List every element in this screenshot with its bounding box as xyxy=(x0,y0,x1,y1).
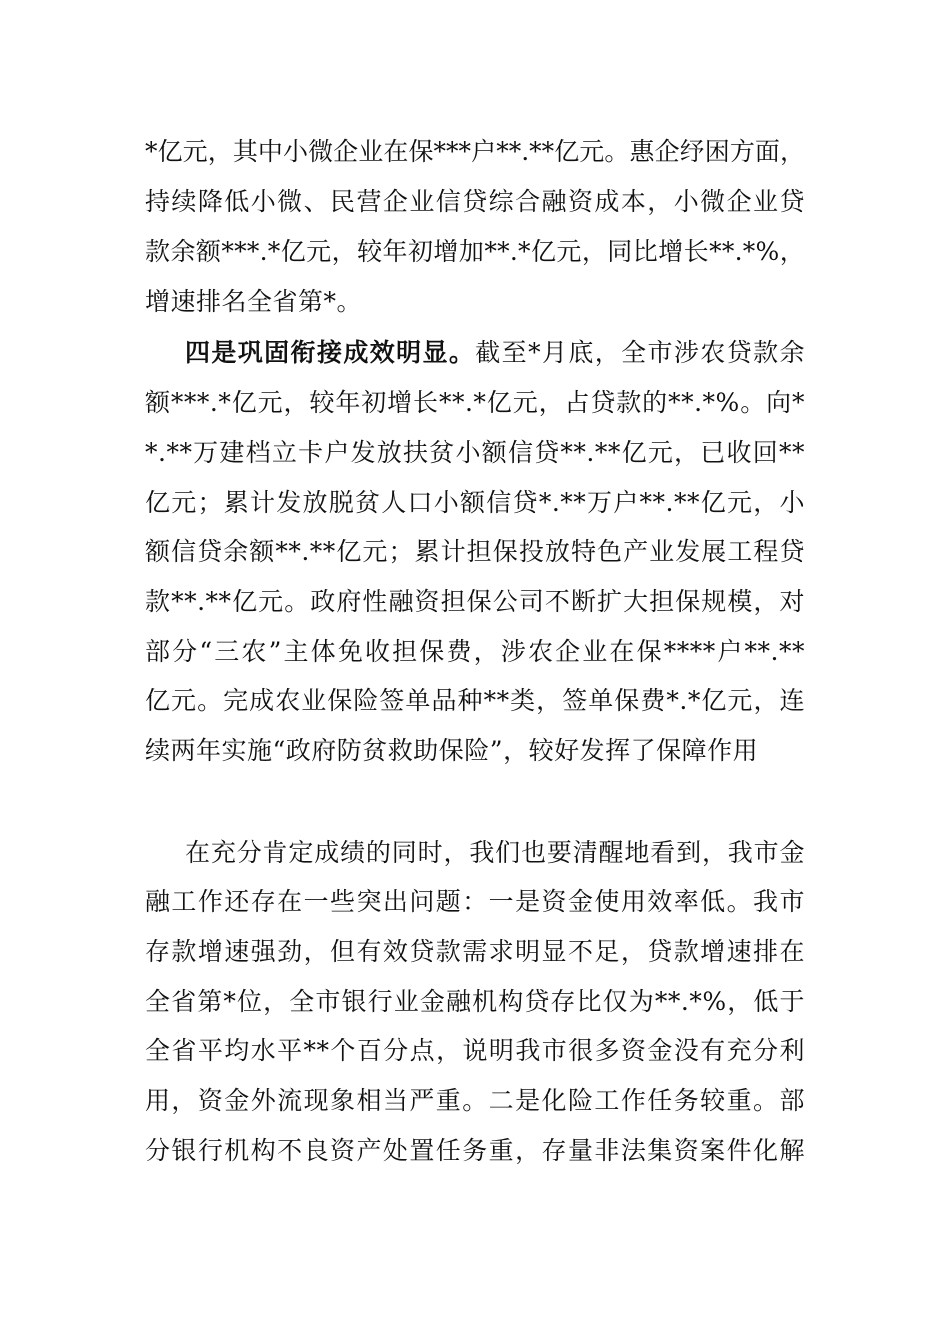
p3-line-6: 用，资金外流现象相当严重。二是化险工作任务较重。部 xyxy=(145,1086,805,1115)
p2-line-7: 部分“三农”主体免收担保费，涉农企业在保****户**.** xyxy=(145,637,805,666)
p2-line-6: 款**.**亿元。政府性融资担保公司不断扩大担保规模，对 xyxy=(145,587,805,616)
p3-line-5: 全省平均水平**个百分点，说明我市很多资金没有充分利 xyxy=(145,1036,805,1065)
p2-line-3: *.**万建档立卡户发放扶贫小额信贷**.**亿元，已收回** xyxy=(145,438,805,467)
p2-line-8: 亿元。完成农业保险签单品种**类，签单保费*.*亿元，连 xyxy=(145,686,805,715)
p2-first-line-rest: 截至*月底，全市涉农贷款余 xyxy=(475,338,805,367)
p2-line-1 xyxy=(185,333,805,373)
p3-line-1: 在充分肯定成绩的同时，我们也要清醒地看到，我市金 xyxy=(185,838,805,867)
p3-line-2: 融工作还存在一些突出问题：一是资金使用效率低。我市 xyxy=(145,887,805,916)
p3-line-4: 全省第*位，全市银行业金融机构贷存比仅为**.*%，低于 xyxy=(145,987,805,1016)
p1-line-3: 款余额***.*亿元，较年初增加**.*亿元，同比增长**.*%， xyxy=(145,237,805,266)
p2-line-4: 亿元；累计发放脱贫人口小额信贷*.**万户**.**亿元，小 xyxy=(145,488,805,517)
p3-line-3: 存款增速强劲，但有效贷款需求明显不足，贷款增速排在 xyxy=(145,937,805,966)
p1-line-4: 增速排名全省第*。 xyxy=(145,287,363,316)
p3-line-7: 分银行机构不良资产处置任务重，存量非法集资案件化解 xyxy=(145,1136,805,1165)
p2-heading: 四是巩固衔接成效明显。 xyxy=(185,338,476,367)
p2-line-9: 续两年实施“政府防贫救助保险”，较好发挥了保障作用 xyxy=(145,736,759,765)
p1-line-1: *亿元，其中小微企业在保***户**.**亿元。惠企纾困方面， xyxy=(145,137,805,166)
p2-line-5: 额信贷余额**.**亿元；累计担保投放特色产业发展工程贷 xyxy=(145,537,805,566)
p2-line-2: 额***.*亿元，较年初增长**.*亿元，占贷款的**.*%。向* xyxy=(145,388,805,417)
p1-line-2: 持续降低小微、民营企业信贷综合融资成本，小微企业贷 xyxy=(145,187,805,216)
